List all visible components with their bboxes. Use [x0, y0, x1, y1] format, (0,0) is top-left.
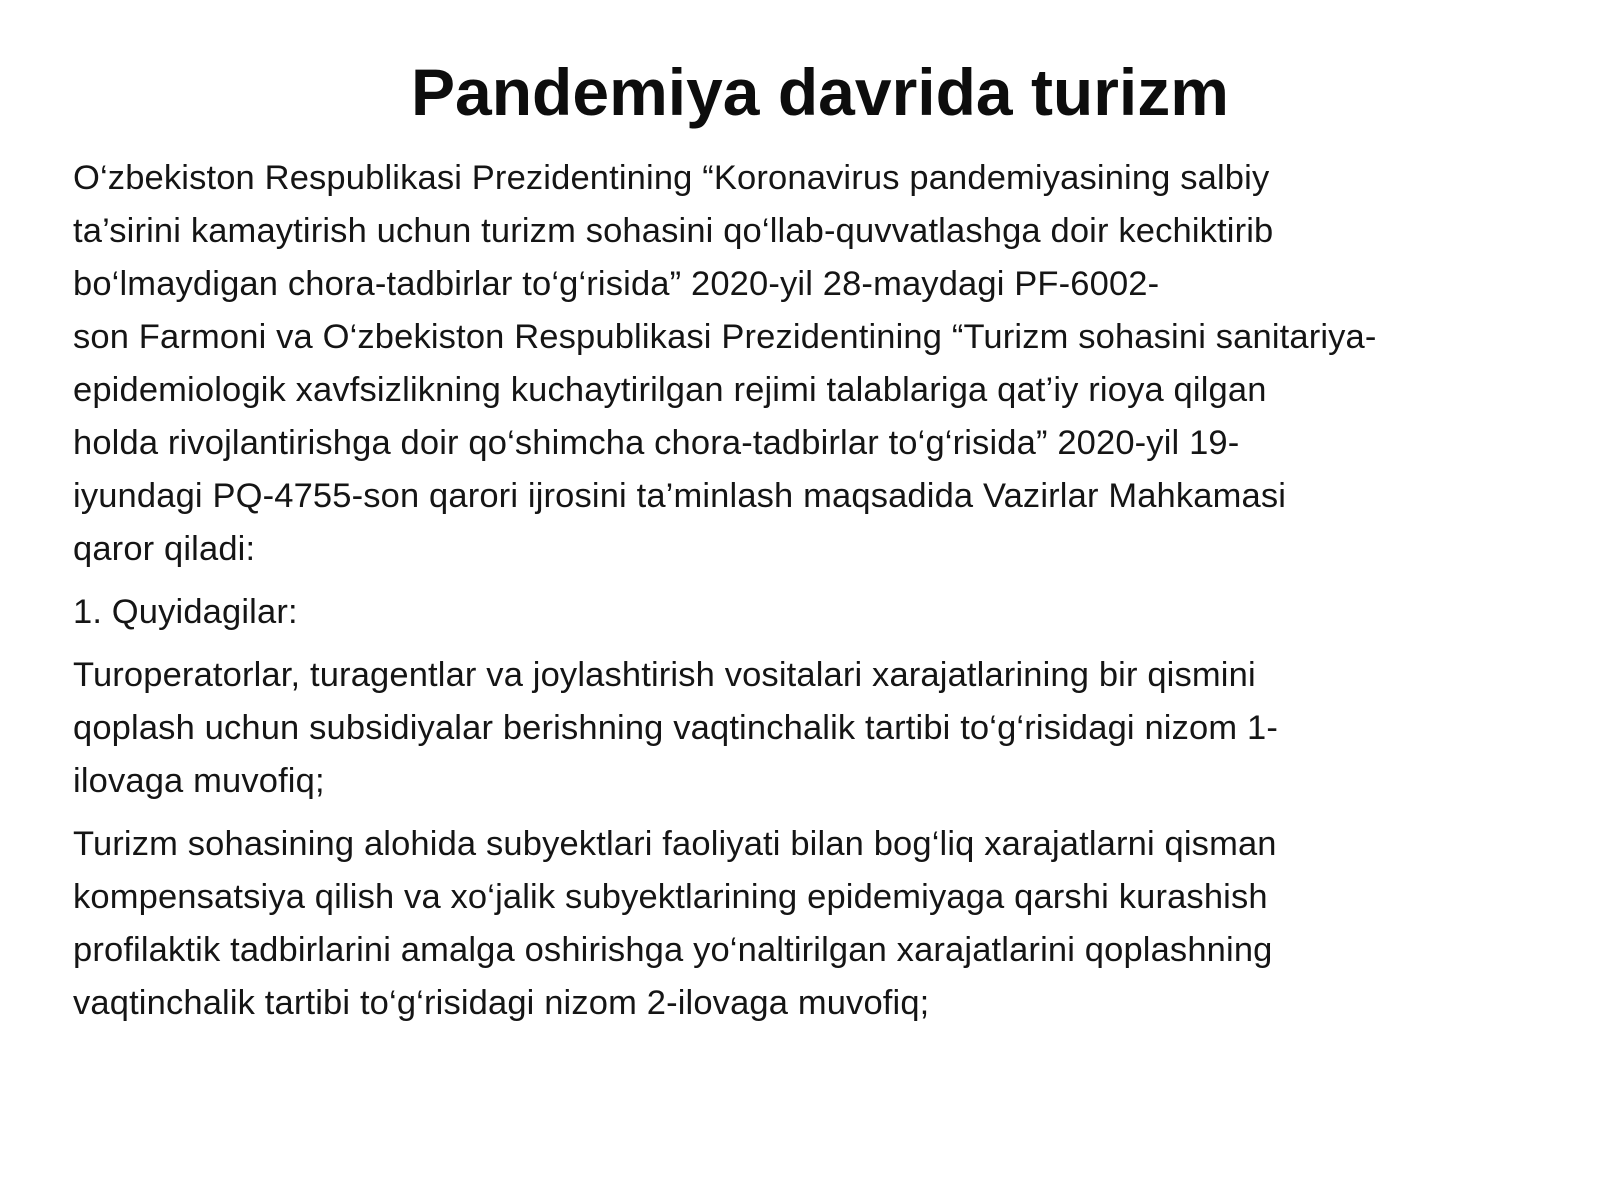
text-line: ilovaga muvofiq; — [73, 762, 325, 800]
text-line: O‘zbekiston Respublikasi Prezidentining “Koronavirus pandemiyasining salbiy — [73, 159, 1270, 197]
text-line: Turizm sohasining alohida subyektlari faoliyati bilan bog‘liq xarajatlarni qisman — [73, 825, 1277, 863]
text-line: son Farmoni va O‘zbekiston Respublikasi Prezidentining “Turizm sohasini sanitariya- — [73, 318, 1377, 356]
text-line: iyundagi PQ-4755-son qarori ijrosini ta’minlash maqsadida Vazirlar Mahkamasi — [73, 477, 1287, 515]
text-line: holda rivojlantirishga doir qo‘shimcha chora-tadbirlar to‘g‘risida” 2020-yil 19- — [73, 424, 1240, 462]
text-line: qoplash uchun subsidiyalar berishning vaqtinchalik tartibi to‘g‘risidagi nizom 1- — [73, 709, 1278, 747]
text-line: kompensatsiya qilish va xo‘jalik subyektlarining epidemiyaga qarshi kurashish — [73, 878, 1268, 916]
text-line: profilaktik tadbirlarini amalga oshirishga yo‘naltirilgan xarajatlarini qoplashning — [73, 931, 1273, 969]
annex-2-paragraph — [73, 818, 1573, 1030]
list-heading-paragraph — [73, 586, 1573, 639]
text-line: epidemiologik xavfsizlikning kuchaytirilgan rejimi talablariga qat’iy rioya qilgan — [73, 371, 1267, 409]
text-line: vaqtinchalik tartibi to‘g‘risidagi nizom 2-ilovaga muvofiq; — [73, 984, 930, 1022]
slide-body — [73, 152, 1573, 1040]
slide-title: Pandemiya davrida turizm — [411, 55, 1229, 129]
preamble-paragraph — [73, 152, 1573, 576]
text-line: 1. Quyidagilar: — [73, 593, 298, 631]
text-line: qaror qiladi: — [73, 530, 256, 568]
annex-1-paragraph — [73, 649, 1573, 808]
text-line: ta’sirini kamaytirish uchun turizm sohasini qo‘llab-quvvatlashga doir kechiktirib — [73, 212, 1274, 250]
text-line: Turoperatorlar, turagentlar va joylashtirish vositalari xarajatlarining bir qismini — [73, 656, 1256, 694]
text-line: bo‘lmaydigan chora-tadbirlar to‘g‘risida” 2020-yil 28-maydagi PF-6002- — [73, 265, 1160, 303]
